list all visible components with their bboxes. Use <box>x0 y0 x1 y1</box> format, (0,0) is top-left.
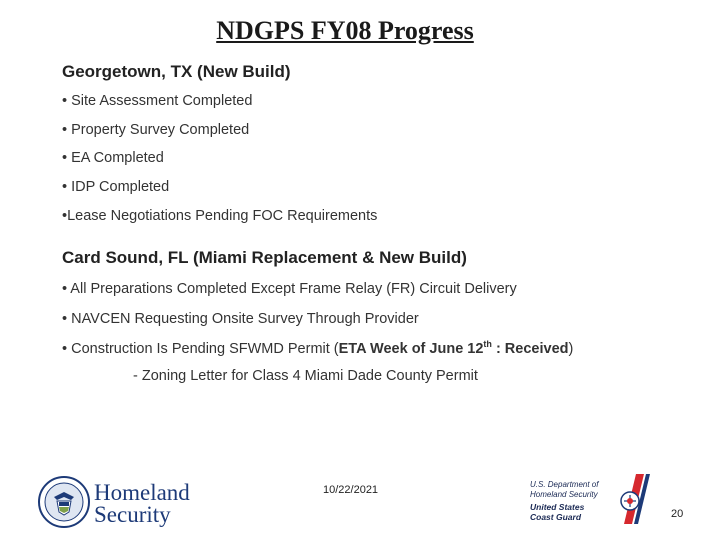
dhs-wordmark-line2: Security <box>94 502 171 527</box>
page-number: 20 <box>671 508 684 520</box>
dhs-wordmark-line1: Homeland <box>94 480 190 505</box>
construction-received: : Received <box>491 340 569 357</box>
bullet-lease: •Lease Negotiations Pending FOC Requirements <box>62 208 378 224</box>
uscg-dept-line1: U.S. Department of <box>530 480 599 489</box>
footer-date: 10/22/2021 <box>323 484 379 496</box>
sub-bullet-zoning: - Zoning Letter for Class 4 Miami Dade County Permit <box>133 368 478 384</box>
construction-prefix: • Construction Is Pending SFWMD Permit ( <box>62 340 339 357</box>
construction-suffix: ) <box>568 340 574 357</box>
uscg-line4: Coast Guard <box>530 512 582 522</box>
bullet-site-assessment: • Site Assessment Completed <box>62 93 253 109</box>
uscg-dept-line2: Homeland Security <box>530 490 598 499</box>
construction-eta: ETA Week of June 12 <box>338 340 484 357</box>
bullet-idp: • IDP Completed <box>62 179 170 195</box>
section-heading-card-sound: Card Sound, FL (Miami Replacement & New Build) <box>62 248 467 267</box>
bullet-construction <box>62 339 573 357</box>
bullet-navcen: • NAVCEN Requesting Onsite Survey Through Provider <box>62 311 419 327</box>
uscg-emblem-icon <box>614 474 662 524</box>
section-heading-georgetown: Georgetown, TX (New Build) <box>62 62 291 81</box>
bullet-ea: • EA Completed <box>62 150 164 166</box>
page-title: NDGPS FY08 Progress <box>216 16 474 45</box>
construction-eta-sup: th <box>483 339 492 349</box>
bullet-property-survey: • Property Survey Completed <box>62 122 250 138</box>
bullet-preparations: • All Preparations Completed Except Frame Relay (FR) Circuit Delivery <box>62 281 517 297</box>
dhs-seal-icon <box>38 476 90 528</box>
uscg-line3: United States <box>530 502 585 512</box>
